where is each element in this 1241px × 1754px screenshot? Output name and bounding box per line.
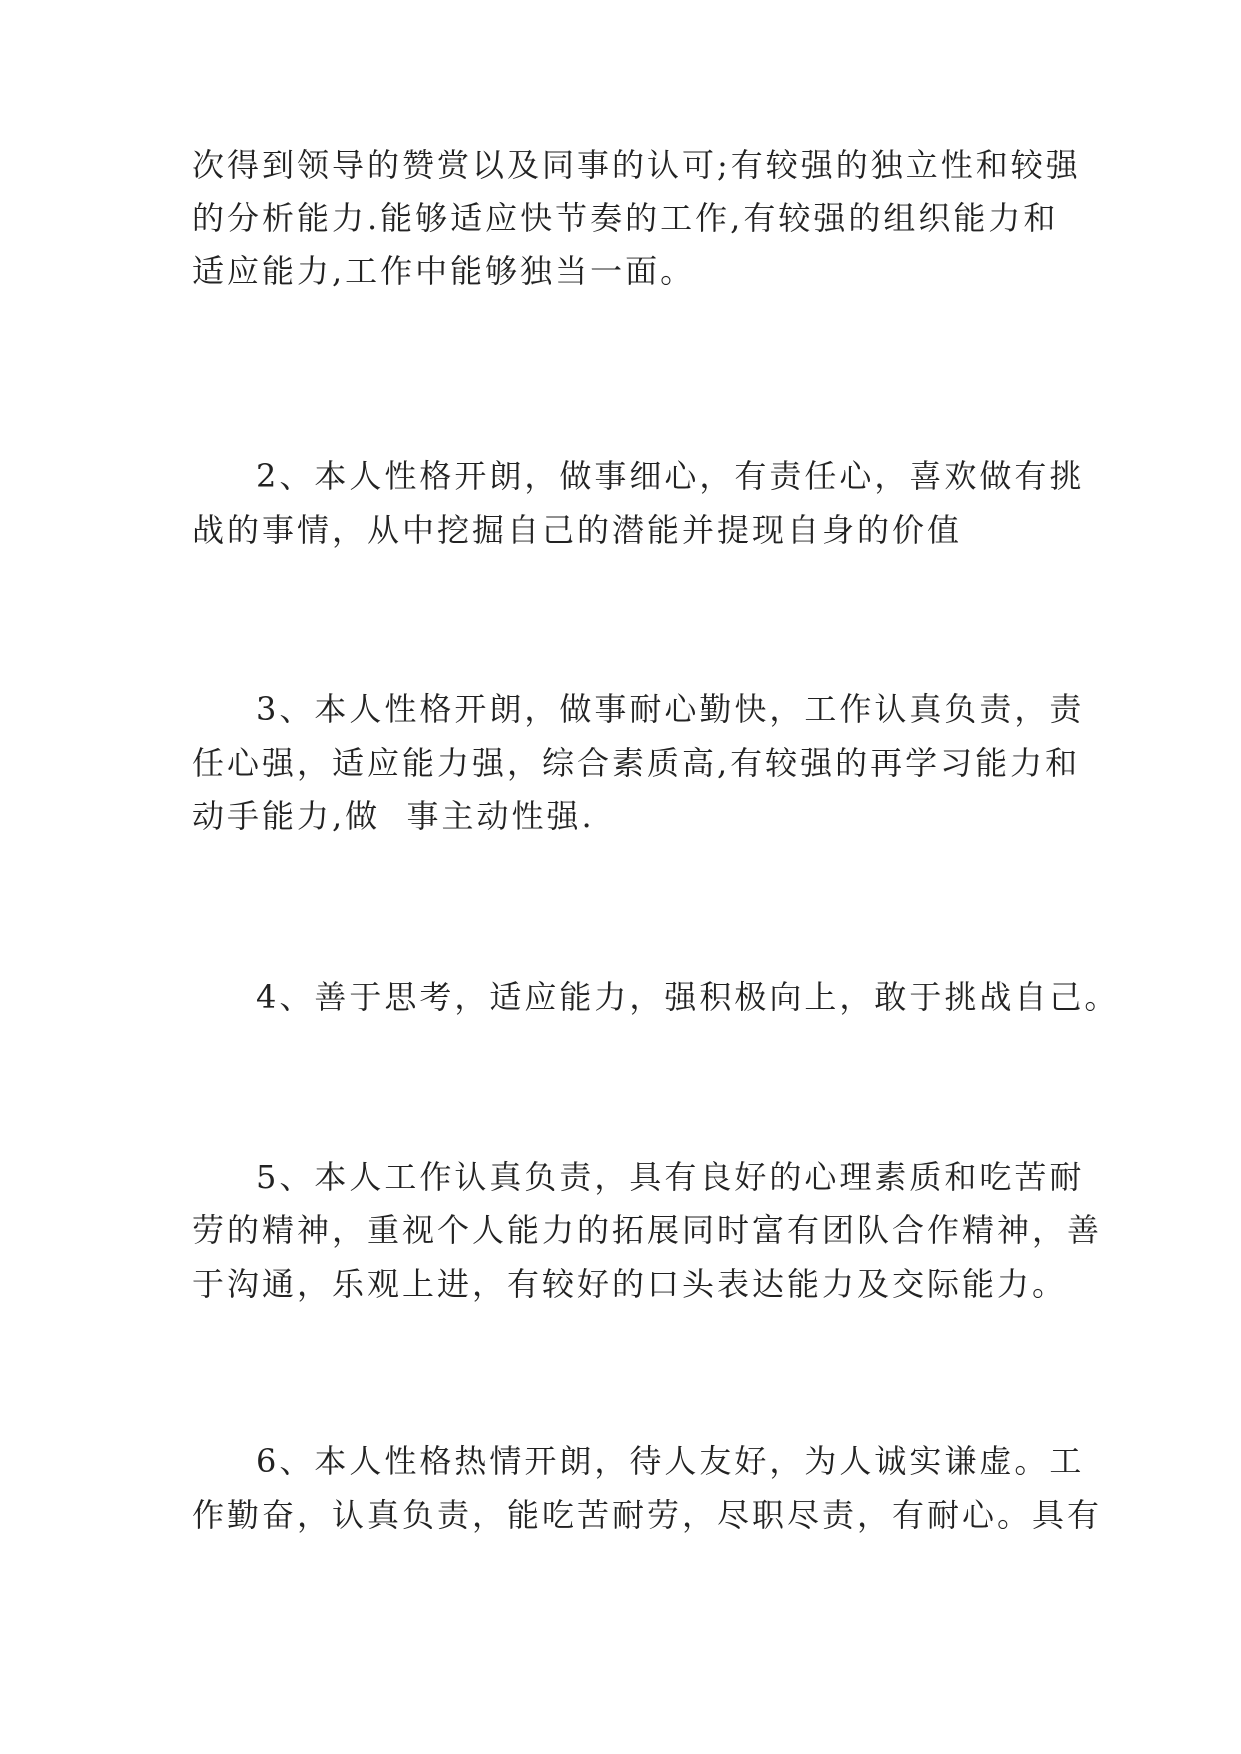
paragraph-line: 作勤奋，认真负责，能吃苦耐劳，尽职尽责，有耐心。具有 [192,1496,1103,1534]
paragraph-line: 6、本人性格热情开朗，待人友好，为人诚实谦虚。工 [256,1442,1085,1480]
paragraph-line: 战的事情，从中挖掘自己的潜能并提现自身的价值 [192,511,963,549]
paragraph-line: 适应能力,工作中能够独当一面。 [192,252,696,290]
paragraph-line: 动手能力,做 事主动性强. [192,797,595,835]
paragraph-line: 的分析能力.能够适应快节奏的工作,有较强的组织能力和 [192,199,1059,237]
paragraph-line: 5、本人工作认真负责，具有良好的心理素质和吃苦耐 [256,1158,1085,1196]
paragraph-line: 任心强，适应能力强，综合素质高,有较强的再学习能力和 [192,744,1081,782]
paragraph-line: 次得到领导的赞赏以及同事的认可;有较强的独立性和较强 [192,146,1081,184]
paragraph-line: 于沟通，乐观上进，有较好的口头表达能力及交际能力。 [192,1265,1068,1303]
paragraph-line: 2、本人性格开朗，做事细心，有责任心，喜欢做有挑 [256,457,1085,495]
paragraph-line: 3、本人性格开朗，做事耐心勤快，工作认真负责，责 [256,690,1085,728]
paragraph-line: 劳的精神，重视个人能力的拓展同时富有团队合作精神，善 [192,1211,1103,1249]
paragraph-line: 4、善于思考，适应能力，强积极向上，敢于挑战自己。 [256,978,1120,1016]
